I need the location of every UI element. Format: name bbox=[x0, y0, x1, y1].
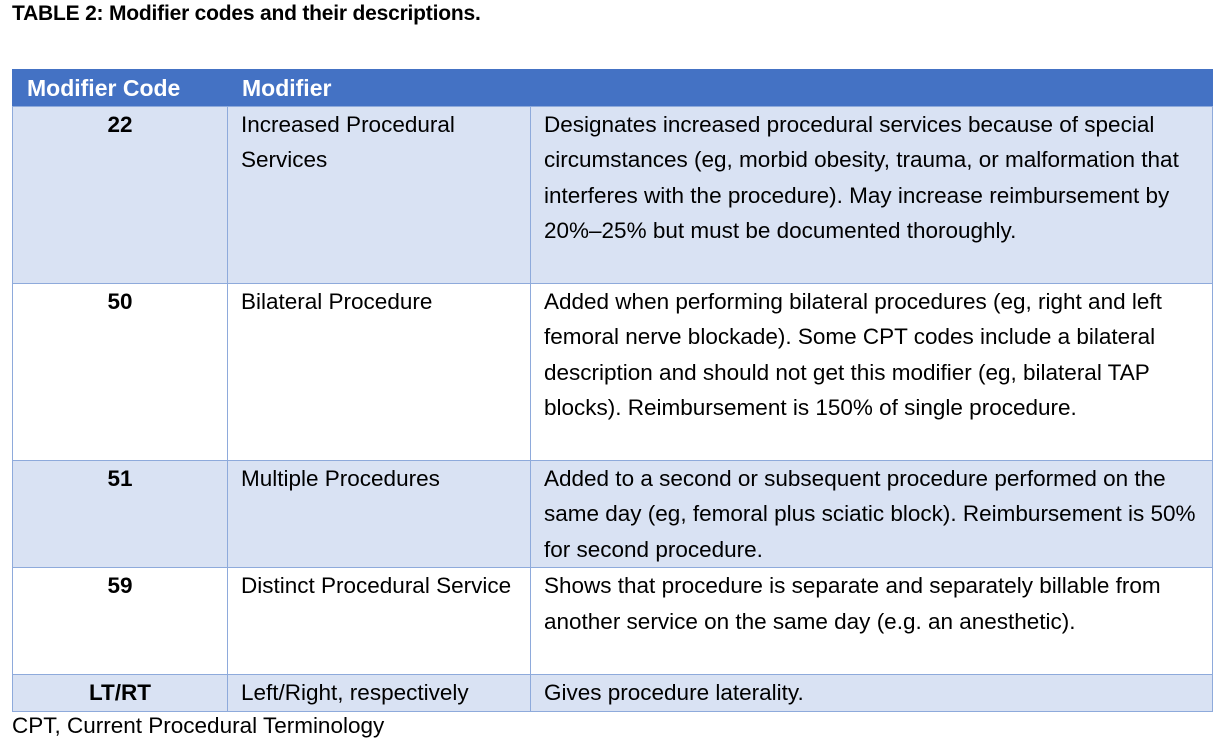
modifier-name-cell: Left/Right, respectively bbox=[228, 675, 531, 711]
modifier-code-cell: LT/RT bbox=[13, 675, 228, 711]
table-row bbox=[13, 107, 1213, 284]
column-header-modifier-code: Modifier Code bbox=[13, 70, 228, 107]
table-row bbox=[13, 568, 1213, 675]
modifier-description-cell: Added when performing bilateral procedures (eg, right and left femoral nerve blockade). Some CPT codes include a bilateral description and should not get this modifier (eg, bilateral TAP blocks). Reimbursement is 150% of single procedure. bbox=[531, 284, 1213, 461]
column-header-modifier: Modifier bbox=[228, 70, 531, 107]
modifier-code-cell: 50 bbox=[13, 284, 228, 461]
modifier-description-cell: Added to a second or subsequent procedure performed on the same day (eg, femoral plus sciatic block). Reimbursement is 50% for second procedure. bbox=[531, 461, 1213, 568]
modifier-name-cell: Multiple Procedures bbox=[228, 461, 531, 568]
table-row bbox=[13, 675, 1213, 711]
modifier-description-cell: Designates increased procedural services because of special circumstances (eg, morbid obesity, trauma, or malformation that interferes with the procedure). May increase reimbursement by 20%–25% but must be documented thoroughly. bbox=[531, 107, 1213, 284]
column-header-description bbox=[531, 70, 1213, 107]
modifier-code-cell: 59 bbox=[13, 568, 228, 675]
table-footnote: CPT, Current Procedural Terminology bbox=[12, 713, 385, 738]
table-title: TABLE 2: Modifier codes and their descriptions. bbox=[12, 2, 481, 25]
modifier-description-cell: Gives procedure laterality. bbox=[531, 675, 1213, 711]
modifier-code-cell: 22 bbox=[13, 107, 228, 284]
modifier-name-cell: Bilateral Procedure bbox=[228, 284, 531, 461]
modifier-code-cell: 51 bbox=[13, 461, 228, 568]
modifier-name-cell: Distinct Procedural Service bbox=[228, 568, 531, 675]
table-row bbox=[13, 461, 1213, 568]
table-header-row bbox=[13, 70, 1213, 107]
table-row bbox=[13, 284, 1213, 461]
modifier-codes-table bbox=[12, 69, 1213, 712]
modifier-description-cell: Shows that procedure is separate and separately billable from another service on the same day (e.g. an anesthetic). bbox=[531, 568, 1213, 675]
modifier-name-cell: Increased Procedural Services bbox=[228, 107, 531, 284]
